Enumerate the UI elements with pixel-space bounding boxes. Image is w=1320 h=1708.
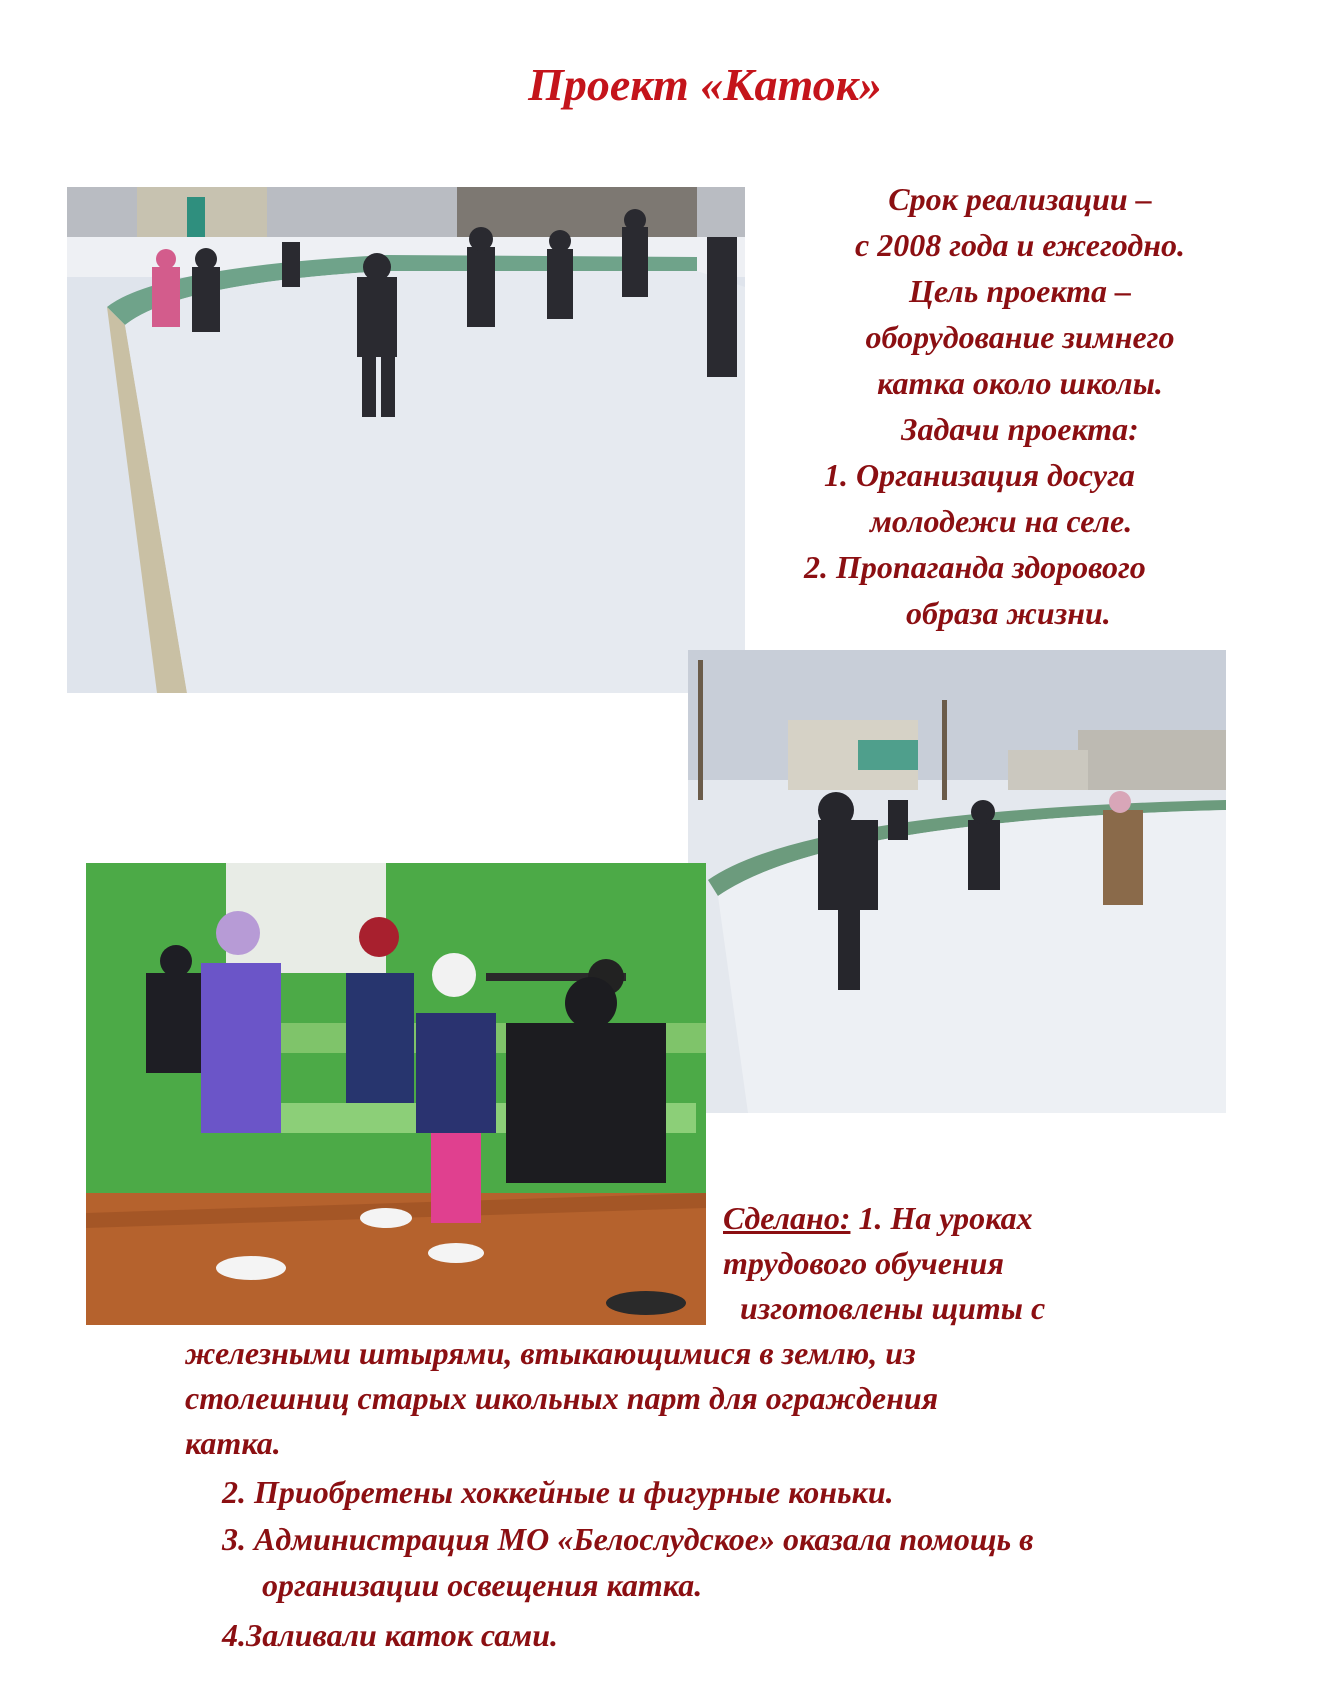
photo-skating-rink-children — [67, 187, 745, 693]
project-tasks-block — [766, 176, 1274, 636]
task-2-line1: 2. Пропаганда здорового — [804, 549, 1146, 585]
done-line4: железными штырями, втыкающимися в землю, из — [185, 1335, 916, 1371]
done-item4: 4.Заливали каток сами. — [222, 1617, 558, 1653]
photo-skating-rink-building — [688, 650, 1226, 1113]
done-line5: столешниц старых школьных парт для ограждения — [185, 1380, 939, 1416]
task-1-line2: молодежи на селе. — [870, 503, 1133, 539]
goal-label: Цель проекта – — [908, 273, 1132, 309]
done-item3-line2: организации освещения катка. — [262, 1567, 703, 1603]
done-item1-start: 1. На уроках — [850, 1200, 1033, 1236]
page-title: Проект «Каток» — [528, 59, 882, 110]
done-line1 — [723, 1196, 1033, 1241]
photo-children-putting-on-skates — [86, 863, 706, 1325]
task-2-line2: образа жизни. — [906, 595, 1111, 631]
done-label: Сделано: — [723, 1200, 851, 1236]
done-item3-line1: 3. Администрация МО «Белослудское» оказала помощь в — [222, 1521, 1034, 1557]
done-line3: изготовлены щиты с — [740, 1290, 1046, 1326]
goal-text-line1: оборудование зимнего — [865, 319, 1175, 355]
done-line2: трудового обучения — [723, 1245, 1004, 1281]
timeline-label: Срок реализации – — [888, 181, 1152, 217]
goal-text-line2: катка около школы. — [877, 365, 1163, 401]
task-1-line1: 1. Организация досуга — [824, 457, 1135, 493]
timeline-value: с 2008 года и ежегодно. — [855, 227, 1185, 263]
tasks-label: Задачи проекта: — [901, 411, 1139, 447]
done-item2: 2. Приобретены хоккейные и фигурные коньки. — [222, 1474, 894, 1510]
done-line6: катка. — [185, 1425, 281, 1461]
